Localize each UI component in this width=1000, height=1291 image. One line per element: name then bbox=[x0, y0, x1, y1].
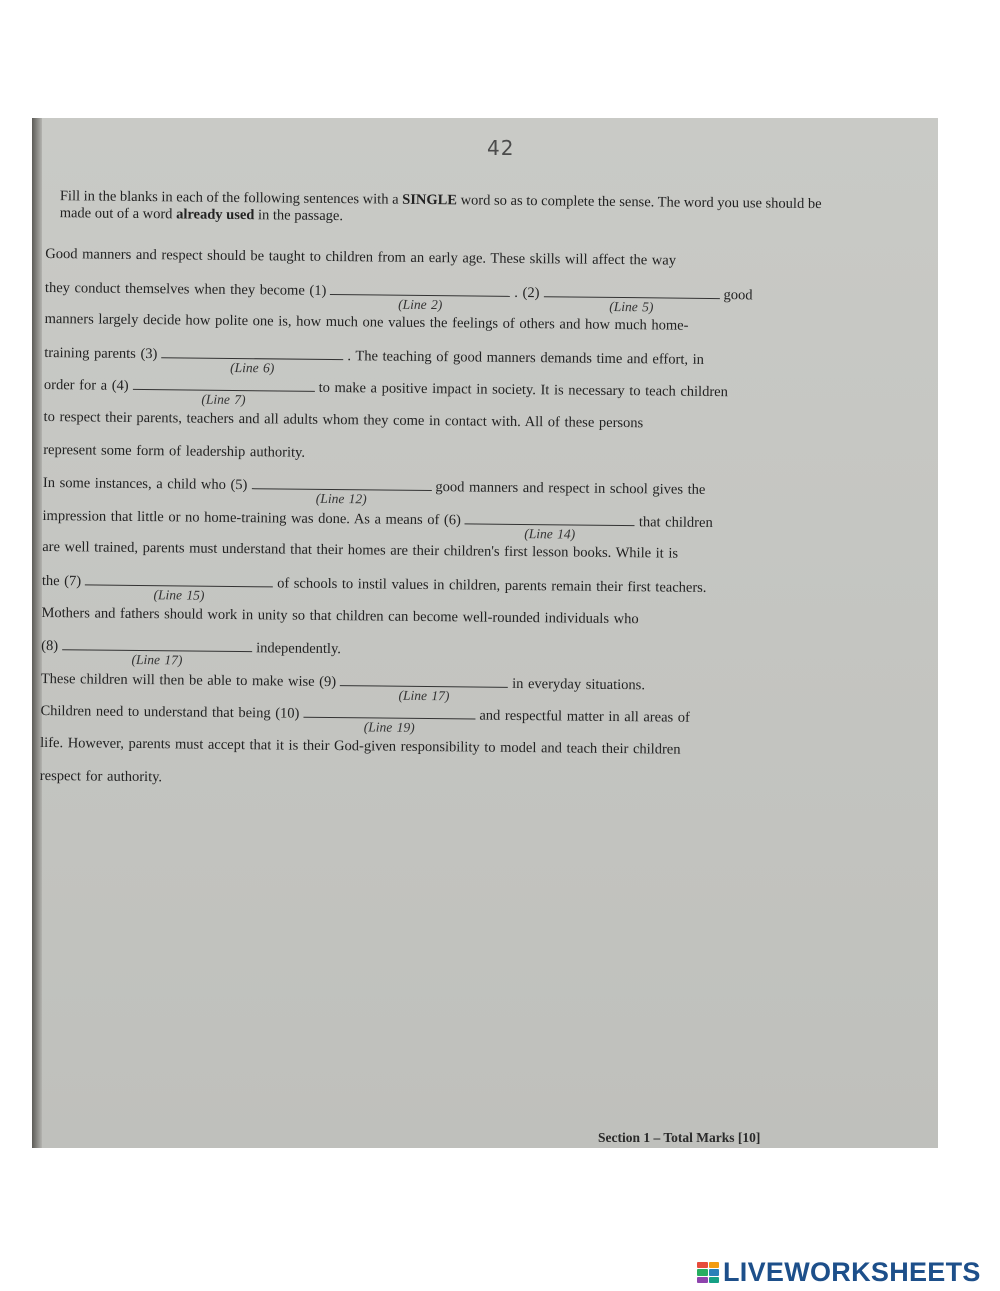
blank-10-hint: (Line 19) bbox=[363, 719, 415, 736]
blank-7[interactable] bbox=[85, 572, 273, 603]
passage-text: in everyday situations. bbox=[512, 675, 646, 694]
passage-text: manners largely decide how polite one is, how much one values the feelings of others and how much home- bbox=[44, 311, 689, 334]
passage-text: respect for authority. bbox=[39, 767, 163, 785]
passage-text: good bbox=[723, 286, 753, 303]
logo-block bbox=[697, 1277, 708, 1284]
liveworksheets-logo-icon bbox=[697, 1262, 719, 1284]
instructions-text-1: Fill in the blanks in each of the following sentences with a bbox=[59, 188, 403, 208]
page-number: 42 bbox=[487, 136, 515, 160]
instructions bbox=[60, 188, 840, 230]
passage-text: represent some form of leadership authority. bbox=[43, 441, 306, 461]
liveworksheets-wordmark: LIVEWORKSHEETS bbox=[723, 1257, 981, 1287]
worksheet-sheet bbox=[40, 188, 836, 808]
logo-block bbox=[709, 1262, 720, 1269]
passage-text: they conduct themselves when they become (1) bbox=[44, 279, 327, 299]
logo-block bbox=[709, 1277, 720, 1284]
passage-text: life. However, parents must accept that it is their God-given responsibility to model and teach their children bbox=[40, 734, 681, 758]
passage-text: good manners and respect in school gives the bbox=[435, 479, 706, 499]
blank-1-hint: (Line 2) bbox=[398, 296, 443, 312]
blank-5-hint: (Line 12) bbox=[315, 490, 367, 507]
blank-3-hint: (Line 6) bbox=[230, 359, 275, 376]
passage-text: order for a (4) bbox=[43, 377, 129, 395]
passage-text: the (7) bbox=[41, 572, 82, 590]
blank-5[interactable] bbox=[251, 476, 431, 507]
passage-text: are well trained, parents must understand that their homes are their children's first lesson books. While it is bbox=[42, 539, 679, 562]
passage-text: impression that little or no home-training was done. As a means of (6) bbox=[42, 507, 461, 529]
passage-text: and respectful matter in all areas of bbox=[479, 707, 690, 727]
blank-4-hint: (Line 7) bbox=[201, 392, 246, 408]
passage-text: These children will then be able to make wise (9) bbox=[40, 670, 337, 690]
passage-text: to make a positive impact in society. It is necessary to teach children bbox=[318, 380, 728, 401]
worksheet-photo bbox=[32, 118, 938, 1148]
logo-block bbox=[697, 1269, 708, 1276]
instructions-bold-single: SINGLE bbox=[402, 191, 458, 209]
passage-text: of schools to instil values in children, parents remain their first teachers. bbox=[277, 575, 707, 596]
blank-6-hint: (Line 14) bbox=[524, 525, 576, 542]
passage-text: independently. bbox=[256, 640, 342, 658]
logo-block bbox=[709, 1269, 720, 1276]
blank-10[interactable] bbox=[303, 705, 475, 736]
blank-8-hint: (Line 17) bbox=[131, 652, 183, 668]
passage-text: In some instances, a child who (5) bbox=[42, 475, 248, 494]
logo-block bbox=[697, 1262, 708, 1269]
passage-text: Children need to understand that being (10) bbox=[40, 703, 300, 722]
blank-8[interactable] bbox=[62, 637, 252, 668]
blank-1[interactable] bbox=[330, 282, 510, 312]
blank-9[interactable] bbox=[340, 673, 508, 703]
passage-text: to respect their parents, teachers and all adults whom they come in contact with. All of these persons bbox=[43, 408, 644, 432]
passage-text: . The teaching of good manners demands time and effort, in bbox=[347, 347, 705, 368]
blank-4[interactable] bbox=[133, 377, 315, 408]
passage-text: . (2) bbox=[514, 284, 540, 301]
blank-7-hint: (Line 15) bbox=[153, 587, 205, 603]
blank-6[interactable] bbox=[465, 511, 635, 542]
passage-text: (8) bbox=[41, 638, 59, 655]
blank-3[interactable] bbox=[161, 345, 343, 376]
section-total-marks: Section 1 – Total Marks [10] bbox=[598, 1130, 761, 1145]
passage-text: training parents (3) bbox=[44, 344, 158, 362]
blank-2-hint: (Line 5) bbox=[609, 298, 654, 314]
passage bbox=[40, 246, 826, 808]
instructions-text-2: word so as to complete the sense. The word you use should be made out of a word bbox=[59, 192, 822, 223]
instructions-bold-already-used: already used bbox=[176, 206, 255, 224]
blank-2[interactable] bbox=[543, 284, 719, 314]
blank-9-hint: (Line 17) bbox=[398, 687, 450, 703]
passage-text: that children bbox=[638, 513, 713, 531]
instructions-text-3: in the passage. bbox=[254, 207, 344, 225]
passage-line bbox=[40, 767, 820, 808]
passage-text: Good manners and respect should be taught to children from an early age. These skills will affect the way bbox=[45, 245, 677, 269]
liveworksheets-logo[interactable] bbox=[697, 1257, 981, 1288]
passage-text: Mothers and fathers should work in unity so that children can become well-rounded individuals who bbox=[41, 604, 639, 627]
